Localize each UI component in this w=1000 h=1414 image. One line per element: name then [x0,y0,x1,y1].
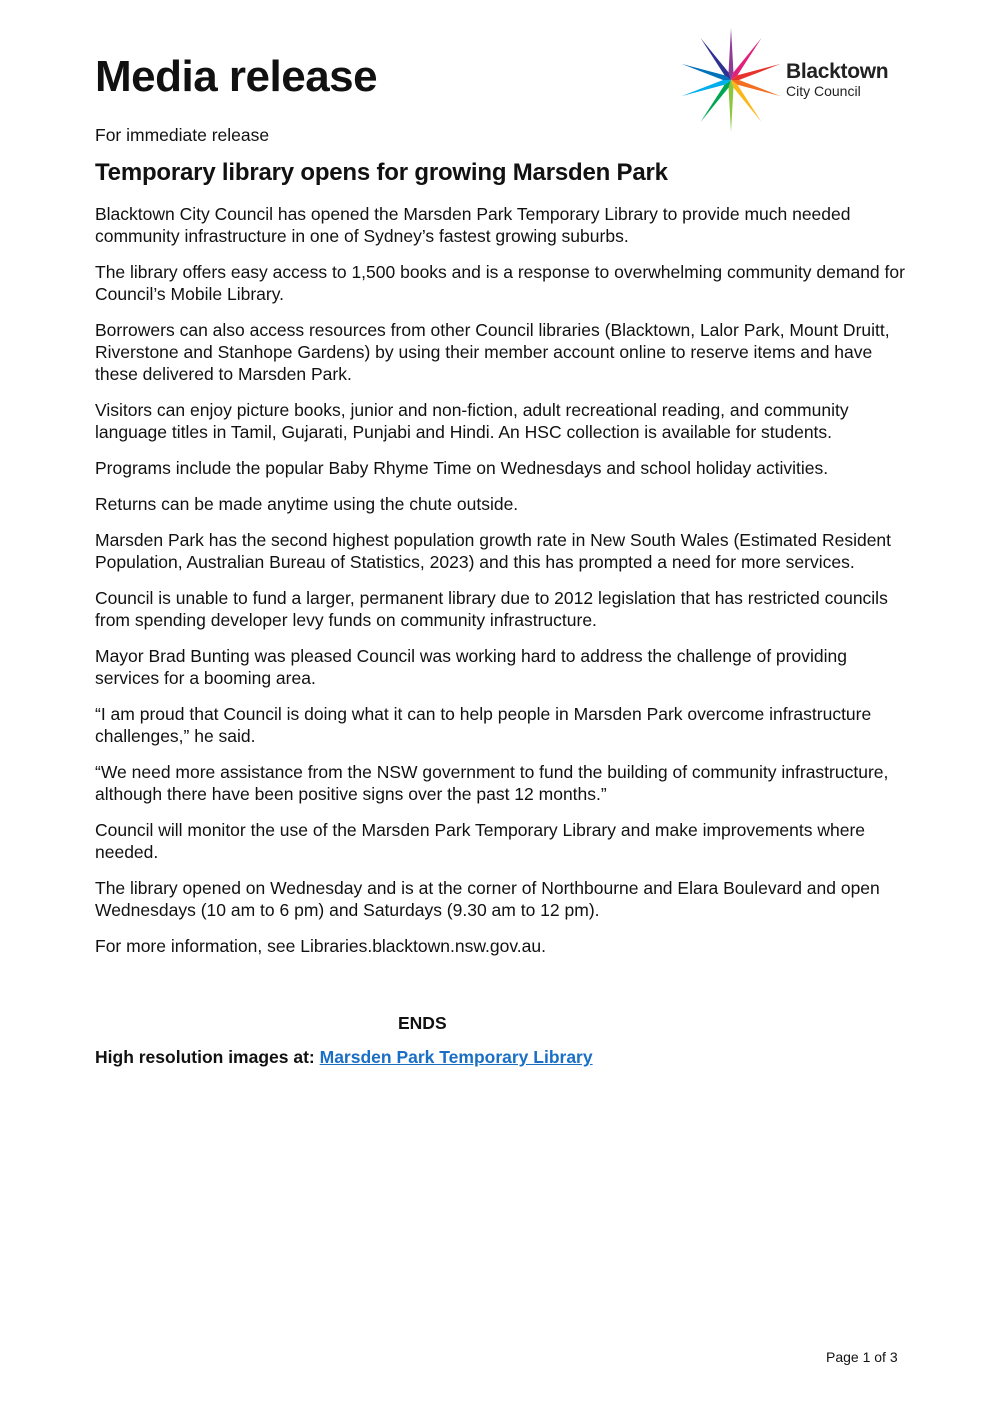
paragraph: Blacktown City Council has opened the Marsden Park Temporary Library to provide much needed community infrastructure in one of Sydney’s fastest growing suburbs. [95,204,851,246]
logo-name-line2: City Council [786,83,861,99]
paragraph: Borrowers can also access resources from other Council libraries (Blacktown, Lalor Park, Mount Druitt, Riverstone and Stanhope Gardens) by using their member account online to reserve items and have these delivered to Marsden Park. [95,320,890,384]
release-subtitle: For immediate release [95,125,270,145]
article-headline: Temporary library opens for growing Marsden Park [95,159,668,186]
high-res-images-link[interactable]: Marsden Park Temporary Library [319,1047,593,1067]
logo-name-line1: Blacktown [786,60,889,83]
ends-marker: ENDS [398,1013,447,1033]
high-res-images-label: High resolution images at: [95,1047,315,1067]
logo-wordmark [786,61,888,99]
paragraph: “We need more assistance from the NSW government to fund the building of community infrastructure, although there have been positive signs over the past 12 months.” [95,762,889,804]
page-number: Page 1 of 3 [826,1349,898,1365]
paragraph: “I am proud that Council is doing what it can to help people in Marsden Park overcome infrastructure challenges,” he said. [95,704,872,746]
paragraph: Council is unable to fund a larger, permanent library due to 2012 legislation that has restricted councils from spending developer levy funds on community infrastructure. [95,588,888,630]
paragraph: The library offers easy access to 1,500 books and is a response to overwhelming community demand for Council’s Mobile Library. [95,262,905,304]
paragraph: Programs include the popular Baby Rhyme Time on Wednesdays and school holiday activities. [95,458,829,478]
high-res-images-line [95,1047,593,1068]
article-body [95,203,907,971]
logo-star-petal [729,28,734,80]
paragraph: Council will monitor the use of the Marsden Park Temporary Library and make improvements where needed. [95,820,866,862]
paragraph: The library opened on Wednesday and is at the corner of Northbourne and Elara Boulevard and open Wednesdays (10 am to 6 pm) and Saturdays (9.30 am to 12 pm). [95,878,880,920]
page-title: Media release [95,52,378,101]
council-logo [676,25,916,135]
paragraph: For more information, see Libraries.blacktown.nsw.gov.au. [95,936,546,956]
paragraph: Marsden Park has the second highest population growth rate in New South Wales (Estimated Resident Population, Australian Bureau of Statistics, 2023) and this has prompted a need for more services. [95,530,892,572]
star-logo-icon [676,25,786,135]
paragraph: Mayor Brad Bunting was pleased Council was working hard to address the challenge of providing services for a booming area. [95,646,847,688]
paragraph: Visitors can enjoy picture books, junior and non-fiction, adult recreational reading, and community language titles in Tamil, Gujarati, Punjabi and Hindi. An HSC collection is available for students. [95,400,849,442]
paragraph: Returns can be made anytime using the chute outside. [95,494,519,514]
logo-star-petal [729,80,734,132]
